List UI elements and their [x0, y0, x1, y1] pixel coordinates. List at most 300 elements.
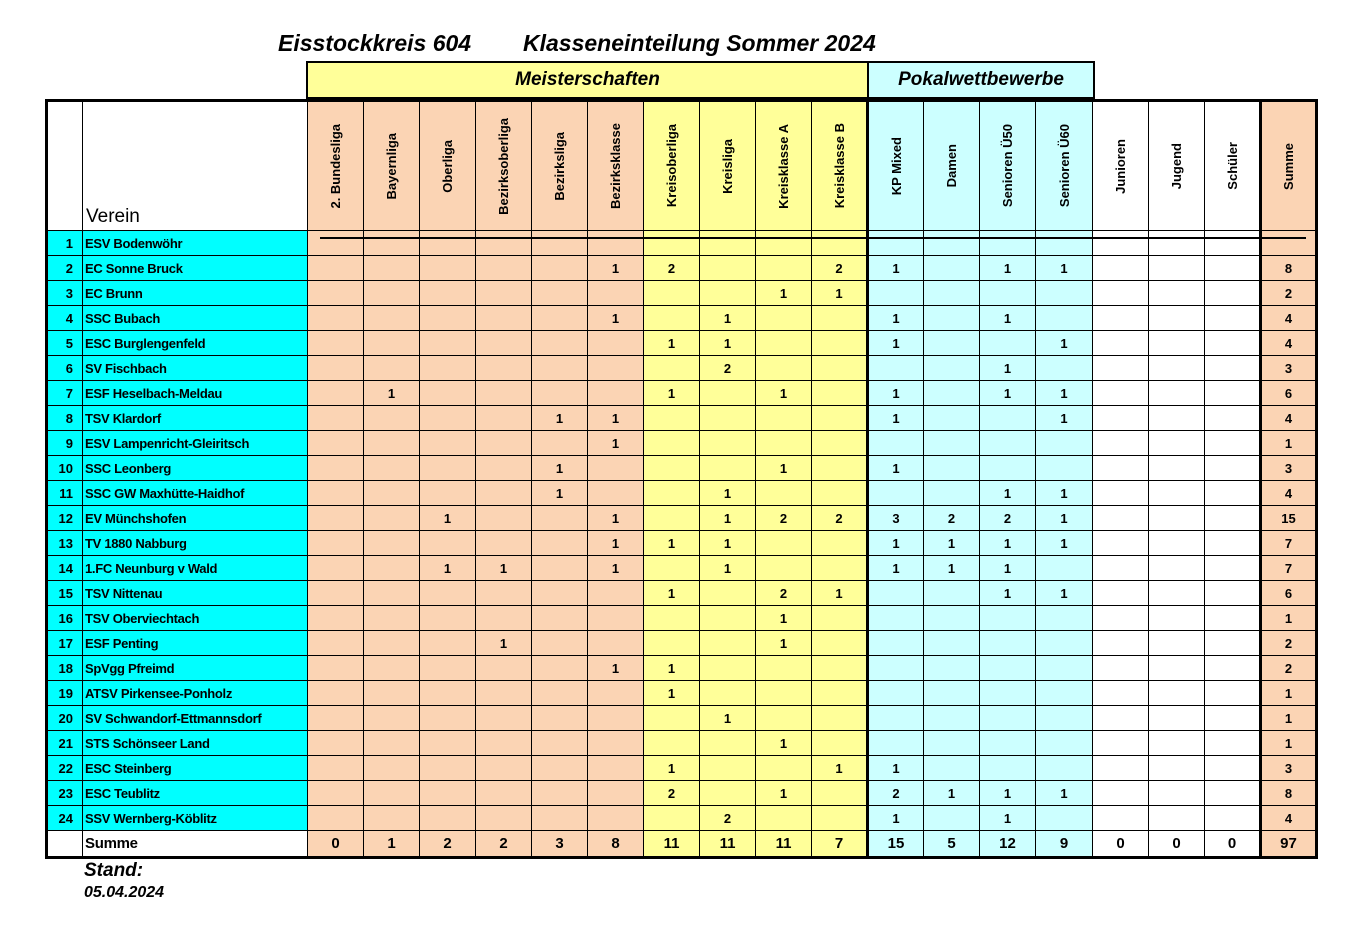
cell-value — [476, 731, 532, 756]
row-number: 20 — [47, 706, 83, 731]
column-header — [812, 101, 868, 231]
cell-value — [1093, 456, 1149, 481]
cell-value — [1036, 756, 1093, 781]
cell-value: 8 — [588, 831, 644, 858]
cell-value — [1036, 681, 1093, 706]
cell-value — [756, 256, 812, 281]
cell-value — [644, 481, 700, 506]
row-number: 13 — [47, 531, 83, 556]
totals-row — [47, 831, 1317, 858]
club-name: ESC Teublitz — [83, 781, 308, 806]
cell-value — [644, 406, 700, 431]
stand-label: Stand: — [84, 860, 144, 881]
cell-value — [1205, 381, 1261, 406]
cell-value — [420, 531, 476, 556]
cell-value — [700, 631, 756, 656]
cell-value: 1 — [868, 556, 924, 581]
club-name: 1.FC Neunburg v Wald — [83, 556, 308, 581]
cell-value — [644, 356, 700, 381]
cell-value: 1 — [756, 731, 812, 756]
table-row — [47, 556, 1317, 581]
cell-value — [308, 756, 364, 781]
cell-value — [308, 631, 364, 656]
cell-value — [1093, 381, 1149, 406]
cell-value — [420, 331, 476, 356]
cell-value — [364, 781, 420, 806]
row-sum: 7 — [1261, 531, 1317, 556]
cell-value — [532, 706, 588, 731]
cell-value — [308, 656, 364, 681]
cell-value — [1093, 781, 1149, 806]
cell-value — [644, 306, 700, 331]
cell-value — [420, 756, 476, 781]
cell-value — [308, 281, 364, 306]
cell-value — [588, 806, 644, 831]
cell-value — [1149, 456, 1205, 481]
cell-value — [588, 581, 644, 606]
column-header — [700, 101, 756, 231]
cell-value — [700, 381, 756, 406]
cell-value: 1 — [980, 306, 1036, 331]
cell-value: 1 — [868, 531, 924, 556]
cell-value — [644, 706, 700, 731]
cell-value — [756, 406, 812, 431]
cell-value — [476, 531, 532, 556]
cell-value — [868, 706, 924, 731]
cell-value — [420, 606, 476, 631]
column-header — [1036, 101, 1093, 231]
cell-value — [980, 656, 1036, 681]
cell-value — [476, 581, 532, 606]
document-subtitle: Klasseneinteilung Sommer 2024 — [523, 30, 876, 56]
cell-value: 1 — [588, 531, 644, 556]
group-header-pokalwettbewerbe: Pokalwettbewerbe — [867, 61, 1095, 99]
table-row — [47, 231, 1317, 256]
row-sum: 4 — [1261, 481, 1317, 506]
table-row — [47, 781, 1317, 806]
cell-value — [532, 581, 588, 606]
cell-value: 1 — [980, 581, 1036, 606]
table-body — [47, 231, 1317, 858]
cell-value — [924, 281, 980, 306]
row-number: 15 — [47, 581, 83, 606]
cell-value — [644, 281, 700, 306]
cell-value — [1036, 806, 1093, 831]
cell-value: 1 — [868, 806, 924, 831]
cell-value — [308, 406, 364, 431]
cell-value — [980, 706, 1036, 731]
cell-value — [364, 531, 420, 556]
column-header-label: Jugend — [1169, 142, 1184, 190]
cell-value — [700, 756, 756, 781]
cell-value — [924, 306, 980, 331]
cell-value — [1149, 256, 1205, 281]
club-name: Summe — [83, 831, 308, 858]
table-row — [47, 681, 1317, 706]
cell-value — [588, 631, 644, 656]
cell-value — [644, 806, 700, 831]
cell-value — [420, 581, 476, 606]
cell-value — [868, 356, 924, 381]
cell-value — [364, 731, 420, 756]
cell-value: 1 — [1036, 781, 1093, 806]
cell-value — [308, 806, 364, 831]
cell-value — [532, 331, 588, 356]
cell-value — [588, 456, 644, 481]
cell-value — [924, 431, 980, 456]
cell-value — [588, 381, 644, 406]
row-sum: 2 — [1261, 631, 1317, 656]
cell-value — [364, 506, 420, 531]
cell-value — [420, 256, 476, 281]
cell-value — [364, 581, 420, 606]
table-row — [47, 531, 1317, 556]
cell-value — [924, 631, 980, 656]
column-header — [1149, 101, 1205, 231]
row-sum — [1261, 231, 1317, 256]
cell-value — [1205, 356, 1261, 381]
cell-value — [308, 456, 364, 481]
cell-value — [588, 231, 644, 256]
cell-value — [364, 256, 420, 281]
cell-value: 1 — [700, 481, 756, 506]
column-header — [588, 101, 644, 231]
cell-value — [924, 681, 980, 706]
cell-value: 0 — [1149, 831, 1205, 858]
cell-value — [756, 431, 812, 456]
row-number — [47, 831, 83, 858]
cell-value: 1 — [924, 781, 980, 806]
cell-value — [812, 231, 868, 256]
cell-value — [1205, 481, 1261, 506]
cell-value — [1093, 431, 1149, 456]
cell-value — [532, 656, 588, 681]
table-row — [47, 406, 1317, 431]
column-header — [420, 101, 476, 231]
cell-value: 1 — [1036, 381, 1093, 406]
cell-value — [364, 231, 420, 256]
club-name: TSV Nittenau — [83, 581, 308, 606]
cell-value — [644, 231, 700, 256]
row-sum: 8 — [1261, 256, 1317, 281]
cell-value — [476, 256, 532, 281]
cell-value: 1 — [980, 556, 1036, 581]
cell-value — [1149, 481, 1205, 506]
cell-value — [924, 256, 980, 281]
cell-value — [308, 331, 364, 356]
row-number: 17 — [47, 631, 83, 656]
cell-value — [812, 706, 868, 731]
cell-value — [1205, 431, 1261, 456]
cell-value — [1205, 531, 1261, 556]
cell-value — [588, 606, 644, 631]
row-number: 9 — [47, 431, 83, 456]
cell-value: 1 — [588, 506, 644, 531]
cell-value — [868, 431, 924, 456]
row-number: 1 — [47, 231, 83, 256]
cell-value — [532, 556, 588, 581]
cell-value — [1093, 356, 1149, 381]
cell-value: 1 — [1036, 481, 1093, 506]
table-row — [47, 756, 1317, 781]
cell-value — [1149, 431, 1205, 456]
cell-value — [1093, 731, 1149, 756]
cell-value — [868, 606, 924, 631]
cell-value — [1149, 656, 1205, 681]
cell-value — [364, 656, 420, 681]
cell-value — [644, 606, 700, 631]
table-header-row — [47, 101, 1317, 231]
row-number: 2 — [47, 256, 83, 281]
cell-value — [644, 731, 700, 756]
cell-value — [308, 231, 364, 256]
cell-value — [532, 631, 588, 656]
cell-value — [756, 706, 812, 731]
cell-value — [868, 231, 924, 256]
column-header — [644, 101, 700, 231]
cell-value — [700, 681, 756, 706]
row-sum: 3 — [1261, 456, 1317, 481]
cell-value: 1 — [1036, 581, 1093, 606]
cell-value — [700, 781, 756, 806]
cell-value — [868, 581, 924, 606]
cell-value: 1 — [700, 531, 756, 556]
cell-value: 1 — [1036, 331, 1093, 356]
cell-value — [1205, 706, 1261, 731]
cell-value — [308, 506, 364, 531]
cell-value — [420, 706, 476, 731]
cell-value — [812, 531, 868, 556]
cell-value — [1205, 506, 1261, 531]
cell-value — [644, 506, 700, 531]
cell-value — [756, 356, 812, 381]
cell-value — [532, 756, 588, 781]
table-row — [47, 706, 1317, 731]
row-number: 6 — [47, 356, 83, 381]
cell-value: 2 — [756, 581, 812, 606]
table-row — [47, 581, 1317, 606]
cell-value — [532, 731, 588, 756]
row-number: 18 — [47, 656, 83, 681]
cell-value — [1149, 306, 1205, 331]
row-number: 24 — [47, 806, 83, 831]
cell-value: 1 — [532, 481, 588, 506]
cell-value — [1093, 556, 1149, 581]
cell-value — [308, 256, 364, 281]
cell-value — [812, 431, 868, 456]
cell-value — [364, 606, 420, 631]
cell-value — [588, 731, 644, 756]
cell-value: 1 — [1036, 531, 1093, 556]
cell-value: 1 — [980, 781, 1036, 806]
table-row — [47, 456, 1317, 481]
cell-value: 1 — [980, 256, 1036, 281]
club-name: TSV Oberviechtach — [83, 606, 308, 631]
cell-value — [1093, 706, 1149, 731]
table-row — [47, 606, 1317, 631]
cell-value — [1149, 806, 1205, 831]
column-header-label: Kreisklasse A — [776, 123, 791, 209]
club-name: STS Schönseer Land — [83, 731, 308, 756]
cell-value — [532, 681, 588, 706]
cell-value — [476, 281, 532, 306]
row-sum: 15 — [1261, 506, 1317, 531]
cell-value — [308, 706, 364, 731]
table-row — [47, 256, 1317, 281]
cell-value: 1 — [812, 756, 868, 781]
cell-value — [308, 531, 364, 556]
cell-value — [1093, 806, 1149, 831]
cell-value: 9 — [1036, 831, 1093, 858]
cell-value — [812, 556, 868, 581]
cell-value: 15 — [868, 831, 924, 858]
table-row — [47, 656, 1317, 681]
cell-value: 1 — [420, 506, 476, 531]
club-name: SpVgg Pfreimd — [83, 656, 308, 681]
cell-value — [420, 631, 476, 656]
cell-value — [980, 756, 1036, 781]
cell-value — [812, 606, 868, 631]
cell-value — [364, 306, 420, 331]
cell-value: 1 — [532, 406, 588, 431]
column-header — [1205, 101, 1261, 231]
cell-value: 1 — [700, 306, 756, 331]
cell-value — [756, 656, 812, 681]
table-row — [47, 431, 1317, 456]
cell-value — [980, 406, 1036, 431]
cell-value — [588, 356, 644, 381]
cell-value — [1205, 731, 1261, 756]
cell-value: 1 — [756, 281, 812, 306]
cell-value — [644, 456, 700, 481]
cell-value: 1 — [700, 556, 756, 581]
cell-value — [644, 631, 700, 656]
cell-value: 2 — [812, 506, 868, 531]
row-sum: 3 — [1261, 756, 1317, 781]
cell-value — [476, 331, 532, 356]
cell-value: 1 — [812, 581, 868, 606]
cell-value — [868, 481, 924, 506]
cell-value — [1205, 231, 1261, 256]
cell-value — [1149, 556, 1205, 581]
cell-value: 5 — [924, 831, 980, 858]
cell-value — [980, 681, 1036, 706]
cell-value — [1149, 706, 1205, 731]
cell-value — [420, 481, 476, 506]
cell-value — [756, 306, 812, 331]
cell-value — [308, 306, 364, 331]
row-number: 22 — [47, 756, 83, 781]
cell-value — [476, 706, 532, 731]
cell-value — [476, 656, 532, 681]
cell-value: 1 — [868, 756, 924, 781]
cell-value — [924, 806, 980, 831]
cell-value — [476, 231, 532, 256]
cell-value — [364, 706, 420, 731]
cell-value — [1093, 281, 1149, 306]
cell-value — [980, 631, 1036, 656]
cell-value — [308, 581, 364, 606]
row-sum: 4 — [1261, 331, 1317, 356]
cell-value — [476, 606, 532, 631]
cell-value — [1093, 306, 1149, 331]
column-header — [364, 101, 420, 231]
cell-value — [532, 531, 588, 556]
cell-value — [1036, 731, 1093, 756]
cell-value — [1036, 356, 1093, 381]
column-header — [980, 101, 1036, 231]
column-header — [532, 101, 588, 231]
cell-value — [1036, 706, 1093, 731]
cell-value — [420, 231, 476, 256]
cell-value — [1093, 531, 1149, 556]
cell-value — [1093, 656, 1149, 681]
row-sum: 2 — [1261, 281, 1317, 306]
club-name: ESF Heselbach-Meldau — [83, 381, 308, 406]
cell-value: 1 — [588, 556, 644, 581]
cell-value — [700, 456, 756, 481]
cell-value — [1205, 656, 1261, 681]
cell-value: 2 — [812, 256, 868, 281]
cell-value: 1 — [980, 531, 1036, 556]
cell-value — [588, 681, 644, 706]
cell-value — [588, 706, 644, 731]
cell-value — [756, 231, 812, 256]
column-header-label: Damen — [944, 144, 959, 188]
column-header-label: Bayernliga — [384, 132, 399, 200]
column-header-label: Junioren — [1113, 138, 1128, 194]
cell-value — [980, 456, 1036, 481]
cell-value — [1205, 581, 1261, 606]
cell-value — [1149, 506, 1205, 531]
cell-value — [364, 406, 420, 431]
cell-value — [700, 231, 756, 256]
cell-value: 1 — [980, 481, 1036, 506]
cell-value — [532, 231, 588, 256]
cell-value — [1149, 606, 1205, 631]
cell-value — [756, 681, 812, 706]
row-sum: 4 — [1261, 306, 1317, 331]
cell-value: 1 — [644, 656, 700, 681]
cell-value — [364, 456, 420, 481]
cell-value — [924, 606, 980, 631]
cell-value — [756, 556, 812, 581]
cell-value — [1149, 681, 1205, 706]
cell-value: 1 — [644, 381, 700, 406]
cell-value — [812, 456, 868, 481]
cell-value — [364, 331, 420, 356]
cell-value — [700, 406, 756, 431]
row-number: 23 — [47, 781, 83, 806]
cell-value — [1149, 531, 1205, 556]
cell-value — [1149, 381, 1205, 406]
cell-value — [588, 281, 644, 306]
cell-value: 1 — [532, 456, 588, 481]
cell-value — [1205, 406, 1261, 431]
club-name: TV 1880 Nabburg — [83, 531, 308, 556]
cell-value: 11 — [700, 831, 756, 858]
cell-value — [1205, 456, 1261, 481]
cell-value — [700, 656, 756, 681]
header-verein: Verein — [83, 101, 308, 231]
cell-value — [924, 356, 980, 381]
cell-value — [1205, 631, 1261, 656]
club-name: SV Schwandorf-Ettmannsdorf — [83, 706, 308, 731]
cell-value — [1205, 606, 1261, 631]
cell-value — [1205, 806, 1261, 831]
column-header-label: Kreisoberliga — [664, 124, 679, 208]
cell-value: 2 — [420, 831, 476, 858]
